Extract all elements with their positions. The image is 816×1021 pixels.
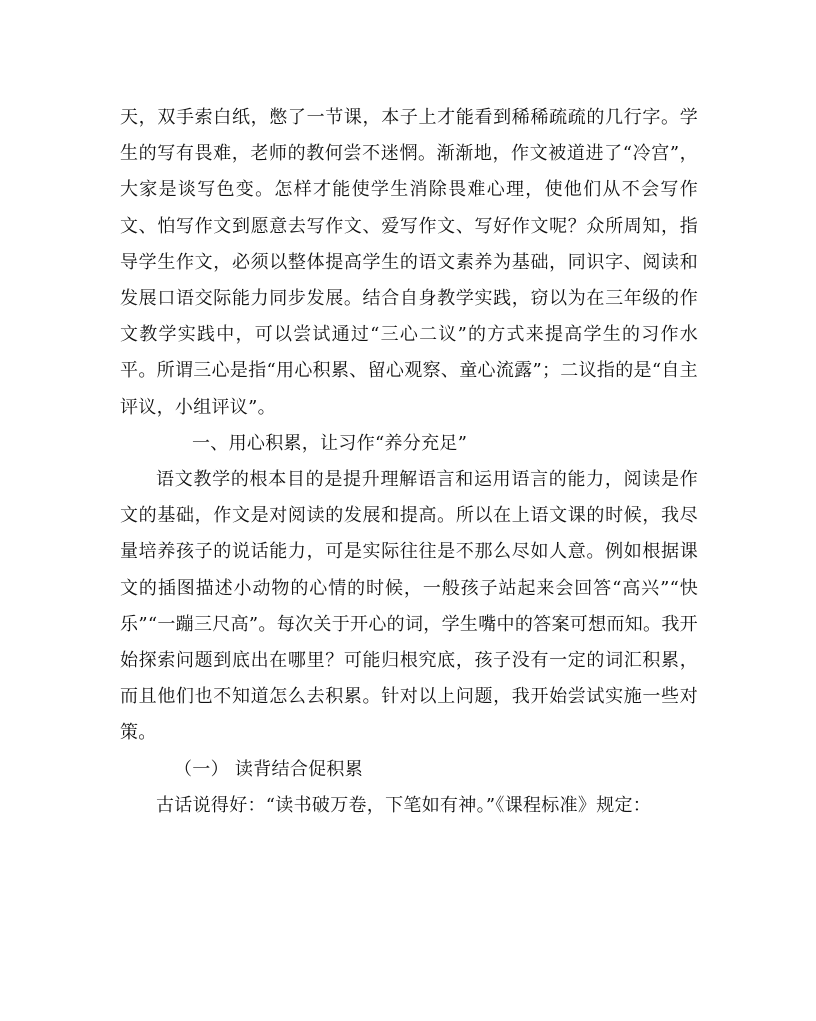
section-heading: 一、用心积累，让习作“养分充足” xyxy=(192,432,468,454)
body-paragraph: 古话说得好：“读书破万卷，下笔如有神。”《课程标准》规定： xyxy=(156,794,652,816)
body-paragraph: 语文教学的根本目的是提升理解语言和运用语言的能力，阅读是作文的基础，作文是对阅读的发展和提高。所以在上语文课的时候，我尽量培养孩子的说话能力，可是实际往往是不那么尽如人意。例如根据课文的插图描述小动物的心情的时候，一般孩子站起来会回答“高兴”“快乐”“一蹦三尺高”。每次关于开心的词，学生嘴中的答案可想而知。我开始探索问题到底出在哪里？可能归根究底，孩子没有一定的词汇积累，而且他们也不知道怎么去积累。针对以上问题，我开始尝试实施一些对策。 xyxy=(120,469,698,744)
document-body xyxy=(120,100,698,824)
subsection-heading: （一） 读背结合促积累 xyxy=(174,758,364,780)
body-paragraph: 天，双手索白纸，憋了一节课，本子上才能看到稀稀疏疏的几行字。学生的写有畏难，老师的教何尝不迷惘。渐渐地，作文被道进了“冷宫”，大家是谈写色变。怎样才能使学生消除畏难心理，使他们从不会写作文、怕写作文到愿意去写作文、爱写作文、写好作文呢？众所周知，指导学生作文，必须以整体提高学生的语文素养为基础，同识字、阅读和发展口语交际能力同步发展。结合自身教学实践，窃以为在三年级的作文教学实践中，可以尝试通过“三心二议”的方式来提高学生的习作水平。所谓三心是指“用心积累、留心观察、童心流露”；二议指的是“自主评议，小组评议”。 xyxy=(120,107,698,418)
